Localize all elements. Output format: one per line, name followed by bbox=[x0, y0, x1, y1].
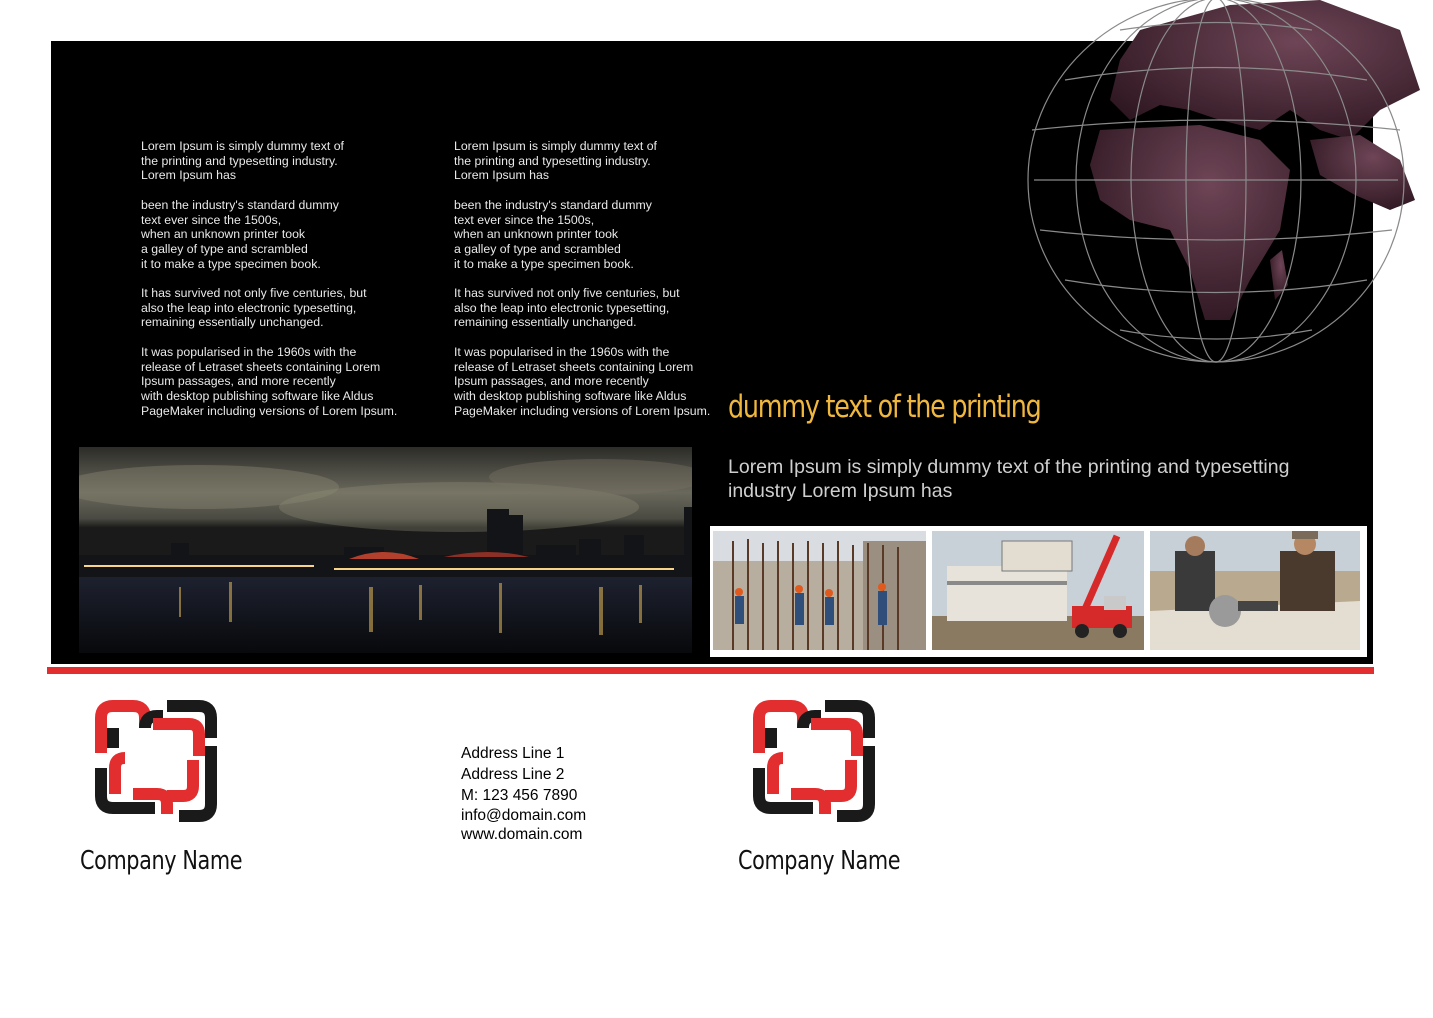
company-name: Company Name bbox=[738, 846, 901, 876]
phone-number: M: 123 456 7890 bbox=[461, 787, 578, 804]
paragraph: Lorem Ipsum is simply dummy text of the printing and typesetting industry. Lorem Ipsum has bbox=[454, 139, 657, 183]
paragraph: been the industry's standard dummy text ever since the 1500s, when an unknown printer took a galley of type and scrambled it to make a type specimen book. bbox=[141, 197, 339, 271]
paragraph: It has survived not only five centuries, but also the leap into electronic typesetting, remaining essentially unchanged. bbox=[454, 286, 680, 330]
subheadline: Lorem Ipsum is simply dummy text of the printing and typesetting industry Lorem Ipsum has bbox=[728, 456, 1290, 502]
paragraph: Lorem Ipsum is simply dummy text of the printing and typesetting industry. Lorem Ipsum has bbox=[141, 139, 344, 183]
email-link[interactable]: info@domain.com bbox=[461, 807, 587, 824]
globe-illustration bbox=[1020, 0, 1433, 370]
paragraph: It was popularised in the 1960s with the release of Letraset sheets containing Lorem Ipsum passages, and more recently with desktop publishing software like Aldus PageMaker including versions of Lorem Ipsum. bbox=[141, 344, 398, 418]
crane-construction-photo bbox=[932, 531, 1144, 650]
paragraph: been the industry's standard dummy text ever since the 1500s, when an unknown printer took a galley of type and scrambled it to make a type specimen book. bbox=[454, 197, 652, 271]
address-line-1: Address Line 1 bbox=[461, 745, 565, 762]
headline: dummy text of the printing bbox=[728, 389, 1041, 425]
carpenters-saw-photo bbox=[1150, 531, 1360, 650]
text-column-left bbox=[141, 139, 441, 433]
red-divider bbox=[47, 667, 1374, 674]
photo-strip bbox=[710, 526, 1367, 657]
contact-block bbox=[461, 743, 586, 844]
rebar-workers-photo bbox=[713, 531, 926, 650]
city-skyline-image bbox=[79, 447, 692, 653]
paragraph: It has survived not only five centuries, but also the leap into electronic typesetting, remaining essentially unchanged. bbox=[141, 286, 367, 330]
chain-logo-icon bbox=[93, 698, 219, 824]
website-link[interactable]: www.domain.com bbox=[461, 826, 583, 843]
chain-logo-icon bbox=[751, 698, 877, 824]
paragraph: It was popularised in the 1960s with the release of Letraset sheets containing Lorem Ipsum passages, and more recently with desktop publishing software like Aldus PageMaker including versions of Lorem Ipsum. bbox=[454, 344, 711, 418]
address-line-2: Address Line 2 bbox=[461, 766, 565, 783]
text-column-right bbox=[454, 139, 754, 433]
company-name: Company Name bbox=[80, 846, 243, 876]
